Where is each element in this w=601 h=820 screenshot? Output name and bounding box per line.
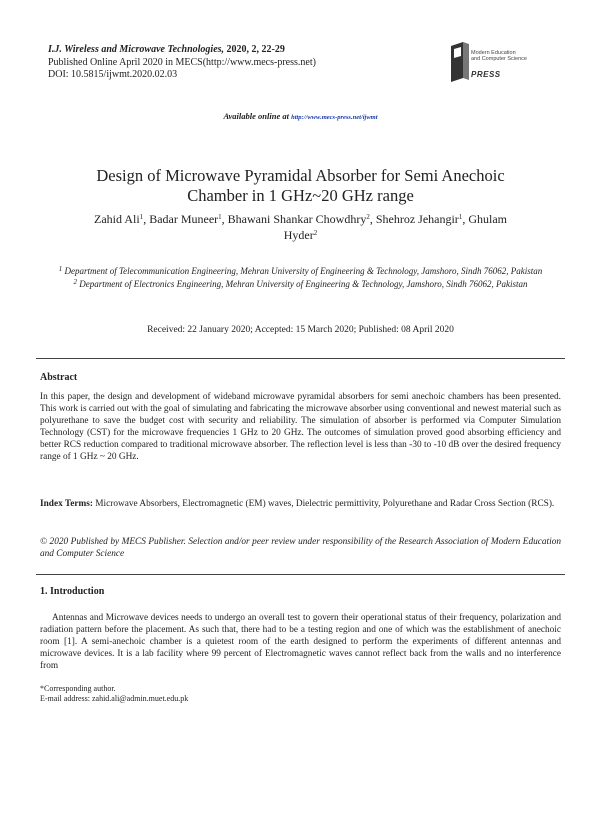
author-list: Zahid Ali$^1$, Badar Muneer$^1$, Bhawani Shankar Chowdhry$^2$, Shehroz Jehangir$^1$, Ghulam Hyder$^2$ <box>94 212 507 242</box>
doi: DOI: 10.5815/ijwmt.2020.02.03 <box>48 69 178 80</box>
affiliation-2: $^2$ Department of Electronics Engineering, Mehran University of Engineering & Technology, Jamshoro, Sindh 76062, Pakistan <box>73 278 528 289</box>
journal-link[interactable]: http://www.mecs-press.net/ijwmt <box>291 114 378 121</box>
affiliations <box>40 265 561 291</box>
journal-citation: I.J. Wireless and Microwave Technologies, 2020, 2, 22-29 <box>48 44 285 55</box>
introduction-heading: 1. Introduction <box>40 586 105 597</box>
available-online: Available online at http://www.mecs-press.net/ijwmt <box>223 111 378 121</box>
footnote: *Corresponding author. E-mail address: zahid.ali@admin.muet.edu.pk <box>40 684 189 703</box>
journal-header <box>48 44 316 82</box>
paper-title: Design of Microwave Pyramidal Absorber for Semi Anechoic Chamber in 1 GHz~20 GHz range <box>96 166 505 205</box>
book-icon <box>449 40 471 84</box>
abstract-text: In this paper, the design and development of wideband microwave pyramidal absorbers for semi anechoic chambers has been presented. This work is carried out with the goal of simulating and fabricating the microwave absorber using conventional and newest material such as polyurethane to save the budget cost with security and reliability. The simulation of absorber is performed via Computer Simulation Technology (CST) for the microwave frequencies 1 GHz to 20 GHz. The outcomes of simulation proved good absorbing efficiency and better RCS reduction compared to traditional microwave absorber. The reflection level is less than -30 to -10 dB over the desired frequency range of 1 GHz ~ 20 GHz. <box>40 392 561 462</box>
received-dates: Received: 22 January 2020; Accepted: 15 March 2020; Published: 08 April 2020 <box>147 325 454 335</box>
copyright-notice: © 2020 Published by MECS Publisher. Selection and/or peer review under responsibility of the Research Association of Modern Education and Computer Science <box>40 537 561 559</box>
divider <box>36 574 565 575</box>
divider <box>36 358 565 359</box>
affiliation-1: $^1$ Department of Telecommunication Engineering, Mehran University of Engineering & Technology, Jamshoro, Sindh 76062, Pakistan <box>58 265 543 276</box>
published-online: Published Online April 2020 in MECS(http://www.mecs-press.net) <box>48 56 316 68</box>
logo-press: PRESS <box>471 70 501 79</box>
index-terms: Index Terms: Microwave Absorbers, Electromagnetic (EM) waves, Dielectric permittivity, Polyurethane and Radar Cross Section (RCS). <box>40 499 555 509</box>
logo-text: Modern Education and Computer Science <box>471 50 527 62</box>
mecs-press-logo <box>449 40 549 90</box>
abstract-heading: Abstract <box>40 372 78 383</box>
introduction-text: Antennas and Microwave devices needs to undergo an overall test to govern their operational status of their frequency, polarization and radiation pattern before the placement. As such that, there had to be a testing region and one of which was the establishment of anechoic room [1]. A semi-anechoic chamber is a quietest room of the earth designed to perform the experiments of different antennas and microwave devices. It is a lab facility where 99 percent of Electromagnetic waves cannot reflect back from the walls and no interference from <box>40 613 561 671</box>
